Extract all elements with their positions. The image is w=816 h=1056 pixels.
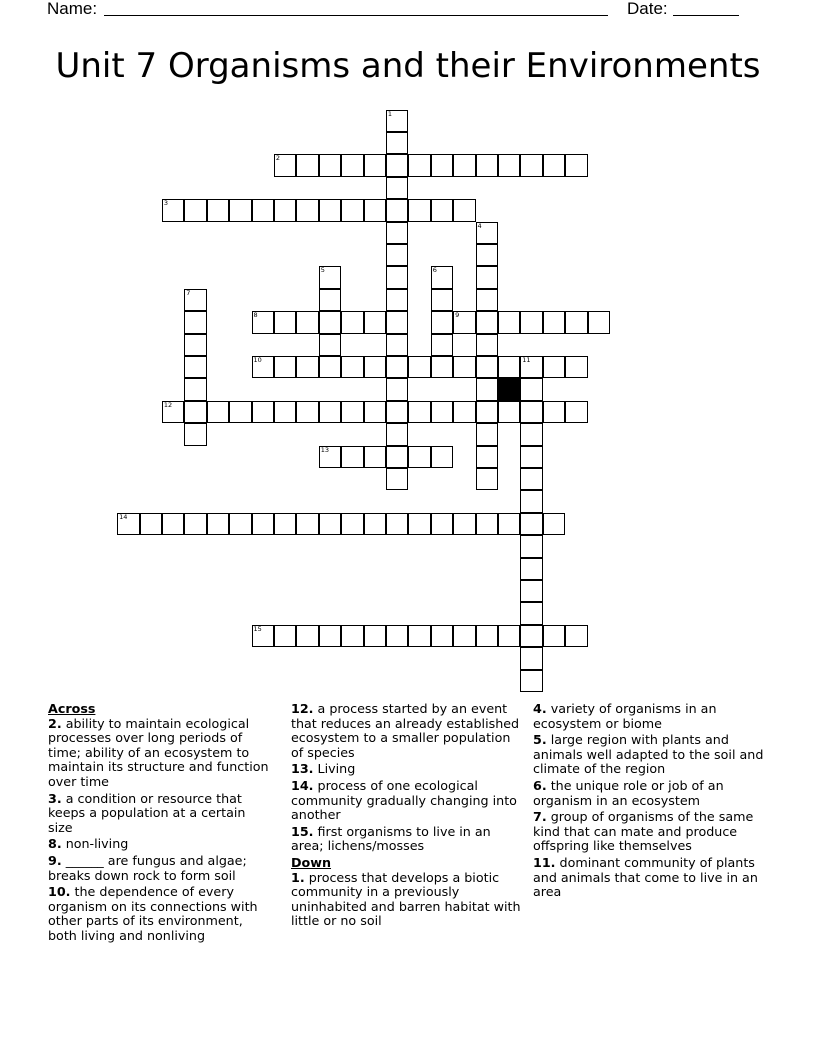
grid-cell[interactable] xyxy=(274,513,297,536)
grid-cell[interactable] xyxy=(565,356,588,379)
grid-cell[interactable] xyxy=(364,625,387,648)
grid-cell-2[interactable] xyxy=(274,154,297,177)
grid-cell[interactable] xyxy=(296,311,319,334)
grid-cell[interactable] xyxy=(408,513,431,536)
grid-cell[interactable] xyxy=(498,311,521,334)
clue-number: 14 xyxy=(119,512,128,521)
grid-cell[interactable] xyxy=(386,423,409,446)
grid-cell-6[interactable] xyxy=(431,266,454,289)
grid-cell[interactable] xyxy=(520,154,543,177)
grid-cell[interactable] xyxy=(453,199,476,222)
grid-cell[interactable] xyxy=(520,378,543,401)
grid-cell-1[interactable] xyxy=(386,110,409,133)
grid-cell-12[interactable] xyxy=(162,401,185,424)
clue-across-2: 2. ability to maintain ecological processes over long periods of time; ability of an ecosystem to maintain its structure and function over time xyxy=(48,715,269,789)
grid-cell[interactable] xyxy=(498,154,521,177)
grid-cell[interactable] xyxy=(431,513,454,536)
grid-cell[interactable] xyxy=(319,356,342,379)
clues-column-3 xyxy=(533,702,765,902)
grid-cell[interactable] xyxy=(386,311,409,334)
grid-cell[interactable] xyxy=(476,244,499,267)
clue-down-4: 4. variety of organisms in an ecosystem or biome xyxy=(533,701,717,731)
clue-number: 2 xyxy=(275,154,281,163)
grid-cell[interactable] xyxy=(184,423,207,446)
grid-cell[interactable] xyxy=(543,154,566,177)
clue-across-13: 13. Living xyxy=(291,761,356,777)
grid-cell[interactable] xyxy=(498,401,521,424)
grid-cell[interactable] xyxy=(341,356,364,379)
clue-number: 7 xyxy=(186,288,191,297)
grid-cell[interactable] xyxy=(319,334,342,357)
grid-cell[interactable] xyxy=(588,311,611,334)
grid-cell[interactable] xyxy=(453,401,476,424)
grid-cell[interactable] xyxy=(476,378,499,401)
grid-cell[interactable] xyxy=(162,513,185,536)
grid-cell-15[interactable] xyxy=(252,625,275,648)
grid-cell[interactable] xyxy=(565,625,588,648)
grid-cell[interactable] xyxy=(184,334,207,357)
clue-down-5: 5. large region with plants and animals well adapted to the soil and climate of the region xyxy=(533,732,764,777)
grid-cell[interactable] xyxy=(296,199,319,222)
grid-cell[interactable] xyxy=(565,154,588,177)
grid-cell[interactable] xyxy=(543,356,566,379)
grid-cell[interactable] xyxy=(543,625,566,648)
clue-down-11: 11. dominant community of plants and animals that come to live in an area xyxy=(533,854,758,900)
grid-cell-13[interactable] xyxy=(319,446,342,469)
grid-cell[interactable] xyxy=(296,154,319,177)
grid-cell[interactable] xyxy=(476,356,499,379)
grid-cell[interactable] xyxy=(453,625,476,648)
grid-cell-4[interactable] xyxy=(476,222,499,245)
grid-cell[interactable] xyxy=(431,334,454,357)
grid-cell[interactable] xyxy=(296,356,319,379)
grid-cell[interactable] xyxy=(364,356,387,379)
grid-cell[interactable] xyxy=(341,513,364,536)
grid-cell[interactable] xyxy=(520,513,543,536)
grid-cell[interactable] xyxy=(184,199,207,222)
grid-cell[interactable] xyxy=(386,378,409,401)
grid-cell[interactable] xyxy=(565,311,588,334)
grid-cell[interactable] xyxy=(364,513,387,536)
grid-cell[interactable] xyxy=(431,154,454,177)
grid-cell[interactable] xyxy=(319,154,342,177)
clue-down-7: 7. group of organisms of the same kind that can mate and produce offspring like themselves xyxy=(533,809,754,854)
grid-cell[interactable] xyxy=(140,513,163,536)
clue-number: 5 xyxy=(320,266,325,275)
grid-cell[interactable] xyxy=(386,244,409,267)
clue-number: 4 xyxy=(477,221,482,230)
grid-cell[interactable] xyxy=(364,199,387,222)
clue-number: 10 xyxy=(253,355,262,364)
clue-across-14: 14. process of one ecological community gradually changing into another xyxy=(291,777,517,823)
grid-cell[interactable] xyxy=(386,513,409,536)
grid-cell[interactable] xyxy=(408,356,431,379)
grid-cell[interactable] xyxy=(498,513,521,536)
grid-cell[interactable] xyxy=(184,356,207,379)
clue-down-6: 6. the unique role or job of an organism in an ecosystem xyxy=(533,777,724,808)
grid-cell[interactable] xyxy=(296,401,319,424)
grid-cell[interactable] xyxy=(476,625,499,648)
grid-cell[interactable] xyxy=(184,513,207,536)
page-title: Unit 7 Organisms and their Environments xyxy=(55,46,761,86)
grid-cell[interactable] xyxy=(229,199,252,222)
grid-cell[interactable] xyxy=(229,513,252,536)
grid-cell[interactable] xyxy=(319,625,342,648)
grid-cell[interactable] xyxy=(408,446,431,469)
grid-cell[interactable] xyxy=(341,199,364,222)
clue-across-9: 9. ______ are fungus and algae; breaks down rock to form soil xyxy=(48,852,247,883)
grid-cell[interactable] xyxy=(319,199,342,222)
grid-cell[interactable] xyxy=(520,558,543,581)
name-label: Name: xyxy=(47,0,98,18)
grid-cell[interactable] xyxy=(431,311,454,334)
grid-cell[interactable] xyxy=(565,401,588,424)
grid-cell[interactable] xyxy=(364,154,387,177)
grid-cell[interactable] xyxy=(431,199,454,222)
grid-cell[interactable] xyxy=(520,468,543,491)
grid-cell-10[interactable] xyxy=(252,356,275,379)
grid-cell[interactable] xyxy=(274,401,297,424)
across-heading: Across xyxy=(48,701,96,716)
grid-cell[interactable] xyxy=(296,513,319,536)
grid-cell[interactable] xyxy=(252,513,275,536)
grid-cell[interactable] xyxy=(207,513,230,536)
down-heading: Down xyxy=(291,854,332,870)
grid-cell[interactable] xyxy=(386,177,409,200)
clue-number: 11 xyxy=(522,355,531,364)
grid-cell[interactable] xyxy=(476,266,499,289)
clue-number: 3 xyxy=(163,199,169,208)
grid-cell[interactable] xyxy=(520,647,543,670)
grid-cell[interactable] xyxy=(476,311,499,334)
grid-cell[interactable] xyxy=(520,580,543,603)
grid-cell[interactable] xyxy=(207,401,230,424)
grid-cell[interactable] xyxy=(184,401,207,424)
clue-number: 15 xyxy=(253,624,262,633)
clue-number: 9 xyxy=(455,311,460,320)
clue-number: 1 xyxy=(387,109,393,118)
grid-cell[interactable] xyxy=(319,401,342,424)
grid-cell[interactable] xyxy=(274,199,297,222)
grid-cell[interactable] xyxy=(341,446,364,469)
clue-across-10: 10. the dependence of every organism on its connections with other parts of its environment, both living and nonliving xyxy=(48,884,258,943)
grid-cell[interactable] xyxy=(476,334,499,357)
grid-cell[interactable] xyxy=(386,222,409,245)
grid-cell[interactable] xyxy=(453,513,476,536)
clue-across-3: 3. a condition or resource that keeps a population at a certain size xyxy=(48,790,246,835)
clues-column-1 xyxy=(48,702,273,946)
grid-cell[interactable] xyxy=(386,199,409,222)
clue-across-8: 8. non-living xyxy=(48,836,129,852)
grid-cell[interactable] xyxy=(476,446,499,469)
grid-cell[interactable] xyxy=(274,625,297,648)
grid-cell[interactable] xyxy=(431,356,454,379)
grid-cell[interactable] xyxy=(476,289,499,312)
grid-cell[interactable] xyxy=(408,199,431,222)
grid-cell-11[interactable] xyxy=(520,356,543,379)
grid-cell[interactable] xyxy=(341,401,364,424)
grid-cell[interactable] xyxy=(520,602,543,625)
grid-cell[interactable] xyxy=(274,311,297,334)
grid-cell[interactable] xyxy=(476,401,499,424)
grid-cell[interactable] xyxy=(184,378,207,401)
grid-cell[interactable] xyxy=(386,356,409,379)
clue-number: 12 xyxy=(163,400,173,409)
grid-cell[interactable] xyxy=(476,423,499,446)
grid-cell[interactable] xyxy=(386,625,409,648)
grid-cell[interactable] xyxy=(543,513,566,536)
grid-cell[interactable] xyxy=(386,446,409,469)
grid-cell[interactable] xyxy=(386,266,409,289)
grid-cell[interactable] xyxy=(520,670,543,693)
grid-cell[interactable] xyxy=(274,356,297,379)
grid-cell[interactable] xyxy=(296,625,319,648)
clue-number: 6 xyxy=(432,266,437,275)
grid-cell[interactable] xyxy=(453,356,476,379)
grid-cell[interactable] xyxy=(408,625,431,648)
grid-cell[interactable] xyxy=(431,446,454,469)
black-square xyxy=(498,378,521,401)
grid-cell-5[interactable] xyxy=(319,266,342,289)
grid-cell[interactable] xyxy=(520,535,543,558)
grid-cell[interactable] xyxy=(386,132,409,155)
grid-cell[interactable] xyxy=(319,513,342,536)
grid-cell[interactable] xyxy=(252,401,275,424)
grid-cell[interactable] xyxy=(408,401,431,424)
grid-cell-8[interactable] xyxy=(252,311,275,334)
grid-cell[interactable] xyxy=(520,423,543,446)
grid-cell[interactable] xyxy=(476,154,499,177)
grid-cell[interactable] xyxy=(341,311,364,334)
grid-cell[interactable] xyxy=(453,154,476,177)
grid-cell[interactable] xyxy=(364,401,387,424)
grid-cell[interactable] xyxy=(431,289,454,312)
grid-cell[interactable] xyxy=(476,513,499,536)
clue-number: 13 xyxy=(320,445,329,454)
grid-cell[interactable] xyxy=(431,401,454,424)
clue-number: 8 xyxy=(253,311,258,320)
clue-across-15: 15. first organisms to live in an area; lichens/mosses xyxy=(291,823,491,854)
grid-cell[interactable] xyxy=(498,356,521,379)
grid-cell[interactable] xyxy=(364,311,387,334)
grid-cell-7[interactable] xyxy=(184,289,207,312)
grid-cell[interactable] xyxy=(520,490,543,513)
grid-cell[interactable] xyxy=(386,154,409,177)
clue-down-1: 1. process that develops a biotic community in a previously uninhabited and barren habitat with little or no soil xyxy=(291,869,521,929)
grid-cell[interactable] xyxy=(498,625,521,648)
grid-cell-14[interactable] xyxy=(117,513,140,536)
grid-cell[interactable] xyxy=(543,401,566,424)
grid-cell[interactable] xyxy=(520,401,543,424)
grid-cell-3[interactable] xyxy=(162,199,185,222)
grid-cell[interactable] xyxy=(184,311,207,334)
grid-cell[interactable] xyxy=(319,289,342,312)
grid-cell[interactable] xyxy=(431,625,454,648)
date-label: Date: xyxy=(627,0,668,18)
grid-cell[interactable] xyxy=(543,311,566,334)
grid-cell[interactable] xyxy=(408,154,431,177)
grid-cell[interactable] xyxy=(341,625,364,648)
grid-cell[interactable] xyxy=(386,401,409,424)
grid-cell[interactable] xyxy=(341,154,364,177)
grid-cell[interactable] xyxy=(520,625,543,648)
grid-cell[interactable] xyxy=(229,401,252,424)
grid-cell[interactable] xyxy=(319,311,342,334)
grid-cell[interactable] xyxy=(252,199,275,222)
grid-cell[interactable] xyxy=(386,468,409,491)
grid-cell-9[interactable] xyxy=(453,311,476,334)
grid-cell[interactable] xyxy=(207,199,230,222)
clues-column-2 xyxy=(291,702,525,931)
clue-across-12: 12. a process started by an event that reduces an already established ecosystem to a smaller population of species xyxy=(291,701,520,760)
grid-cell[interactable] xyxy=(520,446,543,469)
grid-cell[interactable] xyxy=(386,334,409,357)
grid-cell[interactable] xyxy=(520,311,543,334)
grid-cell[interactable] xyxy=(364,446,387,469)
grid-cell[interactable] xyxy=(476,468,499,491)
grid-cell[interactable] xyxy=(386,289,409,312)
